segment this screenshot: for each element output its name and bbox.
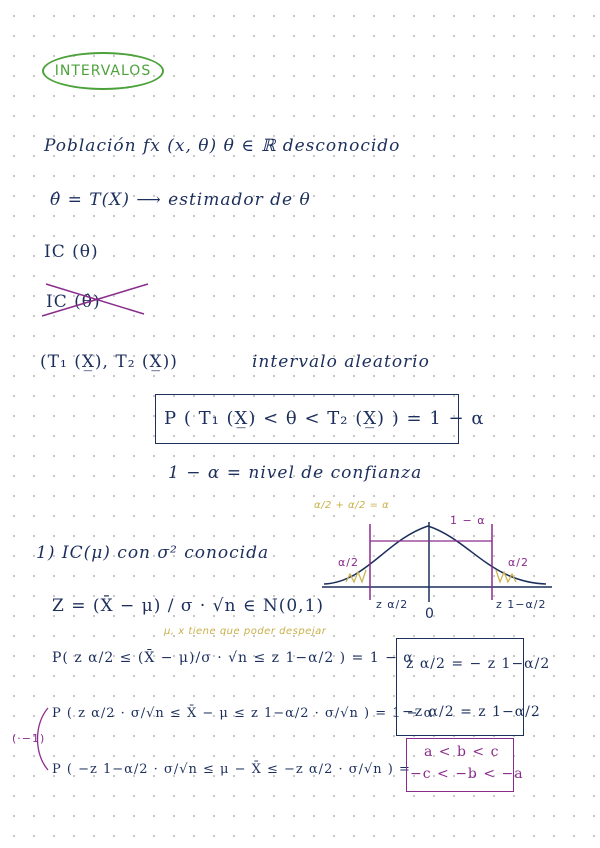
random-interval-expr: (T₁ (X̲), T₂ (X̲)) (40, 352, 178, 372)
population-line: Población fx (x, θ) θ ∈ ℝ desconocido (44, 136, 401, 156)
z-statistic-definition: Z = (X̄ − μ) / σ · √n ∈ N(0,1) (52, 596, 325, 616)
graph-label-z-left: z α/2 (376, 598, 409, 611)
graph-label-zero: 0 (425, 606, 435, 622)
z-symmetry-box (396, 638, 524, 736)
isolate-note: μ, x tiene que poder despejar (164, 626, 327, 637)
confidence-level-line: 1 − α = nivel de confianza (168, 463, 423, 483)
inequality-line-1: a < b < c (424, 744, 500, 760)
alpha-sum-note: α/2 + α/2 = α (314, 500, 390, 511)
probability-step-2: P ( z α/2 · σ/√n ≤ X̄ − μ ≤ z 1−α/2 · σ/√n ) = 1 − α (52, 706, 434, 721)
probability-step-3: P ( −z 1−α/2 · σ/√n ≤ μ − X̄ ≤ −z α/2 · σ/√n ) = (52, 762, 411, 777)
graph-label-center: 1 − α (450, 514, 486, 527)
inequality-line-2: −c < −b < −a (410, 766, 524, 782)
graph-label-z-right: z 1−α/2 (496, 598, 547, 611)
section-1-heading: 1) IC(μ) con σ² conocida (36, 543, 270, 563)
graph-label-right-tail: α/2 (508, 556, 529, 569)
page-title: INTERVALOS (54, 63, 152, 79)
probability-step-1: P( z α/2 ≤ (X̄ − μ)/σ · √n ≤ z 1−α/2 ) = 1 − α (52, 650, 414, 666)
random-interval-label: intervalo aleatorio (252, 352, 430, 372)
z-symmetry-line-2: −z α/2 = z 1−α/2 (402, 704, 541, 720)
graph-label-left-tail: α/2 (338, 556, 359, 569)
cross-out-mark (40, 280, 150, 320)
multiply-arrow (32, 704, 52, 774)
ic-theta-line: IC (θ) (44, 242, 99, 262)
estimator-line: θ̂ = T(X) ⟶ estimador de θ (50, 190, 311, 210)
ic-theta-hat-crossed: IC (θ̂) (46, 292, 101, 312)
probability-box-text: P ( T₁ (X̲) < θ < T₂ (X̲) ) = 1 − α (164, 408, 485, 429)
multiply-minus-one-note: (·−1) (12, 732, 46, 745)
z-symmetry-line-1: z α/2 = − z 1−α/2 (406, 656, 551, 672)
title-oval (42, 52, 164, 90)
